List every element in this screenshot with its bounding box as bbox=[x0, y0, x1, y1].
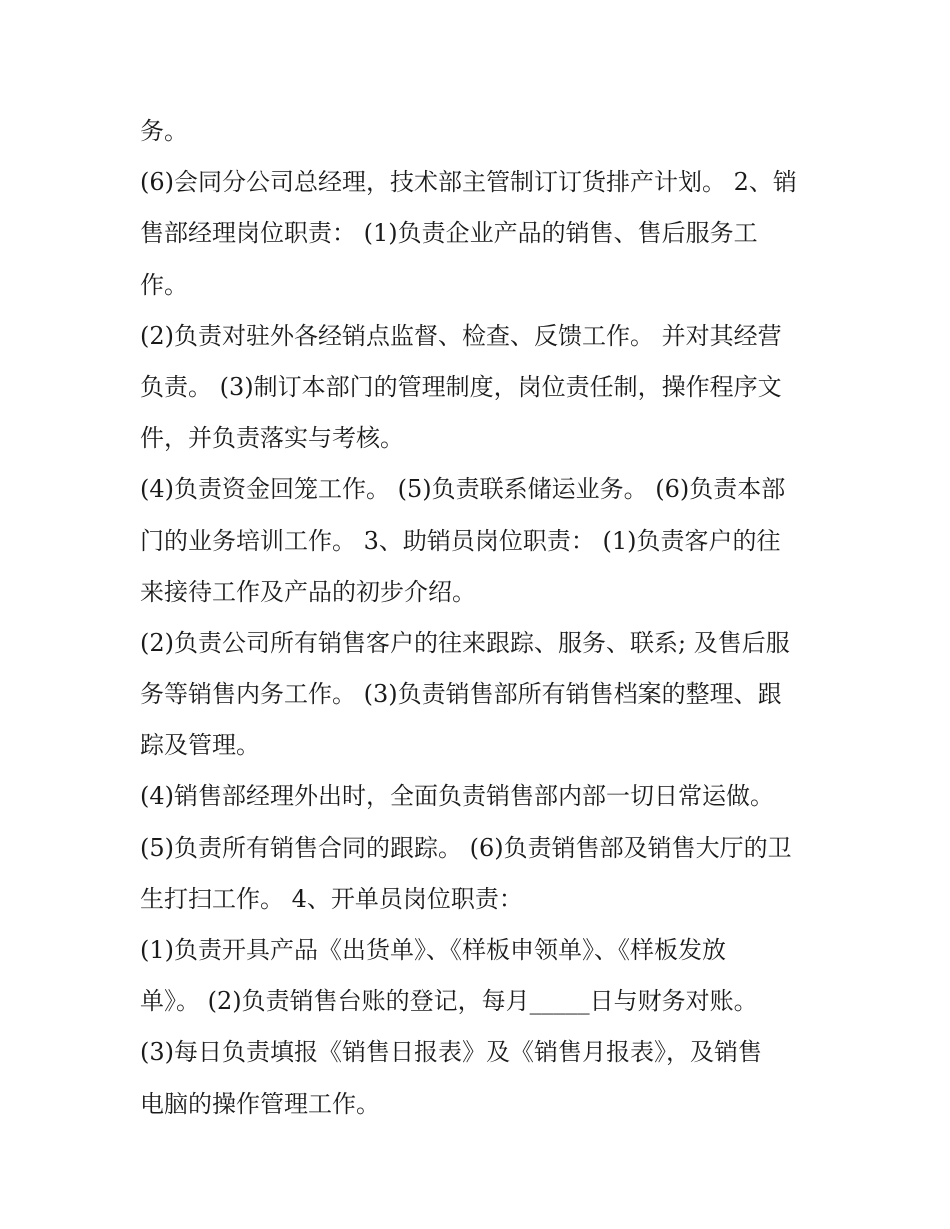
text-line: 负责。 (3)制订本部门的管理制度，岗位责任制，操作程序文 bbox=[140, 372, 782, 401]
text-line: 售部经理岗位职责： (1)负责企业产品的销售、售后服务工 bbox=[140, 219, 758, 248]
text-line: (2)负责公司所有销售客户的往来跟踪、服务、联系; 及售后服 bbox=[140, 628, 790, 657]
text-line: 来接待工作及产品的初步介绍。 bbox=[140, 577, 476, 606]
text-line: 务等销售内务工作。 (3)负责销售部所有销售档案的整理、跟 bbox=[140, 680, 782, 709]
text-line: (1)负责开具产品《出货单》、《样板申领单》、《样板发放 bbox=[140, 936, 726, 964]
text-line: 单》。 (2)负责销售台账的登记，每月_____日与财务对账。 bbox=[140, 987, 758, 1016]
text-line: (4)负责资金回笼工作。 (5)负责联系储运业务。 (6)负责本部 bbox=[140, 475, 786, 504]
text-line: 务。 bbox=[140, 117, 188, 145]
text-line: (2)负责对驻外各经销点监督、检查、反馈工作。 并对其经营 bbox=[140, 321, 782, 350]
text-line: 门的业务培训工作。 3、助销员岗位职责： (1)负责客户的往 bbox=[140, 526, 781, 555]
document-body bbox=[140, 106, 820, 1130]
text-line: 件，并负责落实与考核。 bbox=[140, 424, 404, 453]
text-line: 作。 bbox=[140, 270, 188, 299]
text-line: (3)每日负责填报《销售日报表》及《销售月报表》，及销售 bbox=[140, 1038, 762, 1067]
text-line: 电脑的操作管理工作。 bbox=[140, 1089, 380, 1118]
text-line: (6)会同分公司总经理，技术部主管制订订货排产计划。 2、销 bbox=[140, 168, 797, 197]
text-line: (4)销售部经理外出时，全面负责销售部内部一切日常运做。 bbox=[140, 782, 774, 811]
text-line: 踪及管理。 bbox=[140, 731, 260, 760]
text-line: (5)负责所有销售合同的跟踪。 (6)负责销售部及销售大厅的卫 bbox=[140, 833, 792, 862]
text-line: 生打扫工作。 4、开单员岗位职责： bbox=[140, 884, 523, 913]
